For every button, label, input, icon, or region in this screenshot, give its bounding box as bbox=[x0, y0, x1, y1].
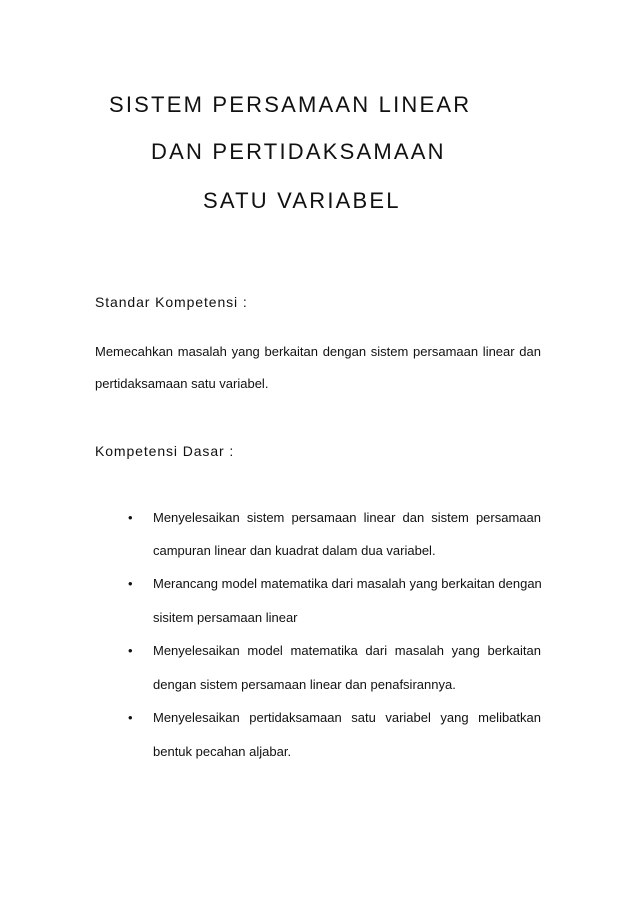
bullet-icon: • bbox=[128, 576, 133, 591]
bullet-icon: • bbox=[128, 510, 133, 525]
title-line-1: SISTEM PERSAMAAN LINEAR bbox=[109, 92, 472, 117]
list-item-line: sisitem persamaan linear bbox=[153, 610, 298, 625]
paragraph-line: Memecahkan masalah yang berkaitan dengan sistem persamaan linear dan bbox=[95, 344, 541, 359]
bullet-icon: • bbox=[128, 710, 133, 725]
list-item-line: dengan sistem persamaan linear dan penafsirannya. bbox=[153, 677, 456, 692]
list-item-line: Menyelesaikan model matematika dari masalah yang berkaitan bbox=[153, 643, 541, 658]
standar-kompetensi-heading: Standar Kompetensi : bbox=[95, 294, 248, 310]
list-item-line: Menyelesaikan sistem persamaan linear dan sistem persamaan bbox=[153, 510, 541, 525]
paragraph-line: pertidaksamaan satu variabel. bbox=[95, 376, 269, 391]
list-item-line: bentuk pecahan aljabar. bbox=[153, 744, 292, 759]
kompetensi-dasar-heading: Kompetensi Dasar : bbox=[95, 443, 235, 459]
title-line-3: SATU VARIABEL bbox=[203, 188, 401, 213]
title-line-2: DAN PERTIDAKSAMAAN bbox=[151, 139, 446, 164]
bullet-icon: • bbox=[128, 643, 133, 658]
list-item-line: campuran linear dan kuadrat dalam dua variabel. bbox=[153, 543, 436, 558]
list-item-line: Menyelesaikan pertidaksamaan satu variabel yang melibatkan bbox=[153, 710, 541, 725]
list-item-line: Merancang model matematika dari masalah yang berkaitan dengan bbox=[153, 576, 542, 591]
